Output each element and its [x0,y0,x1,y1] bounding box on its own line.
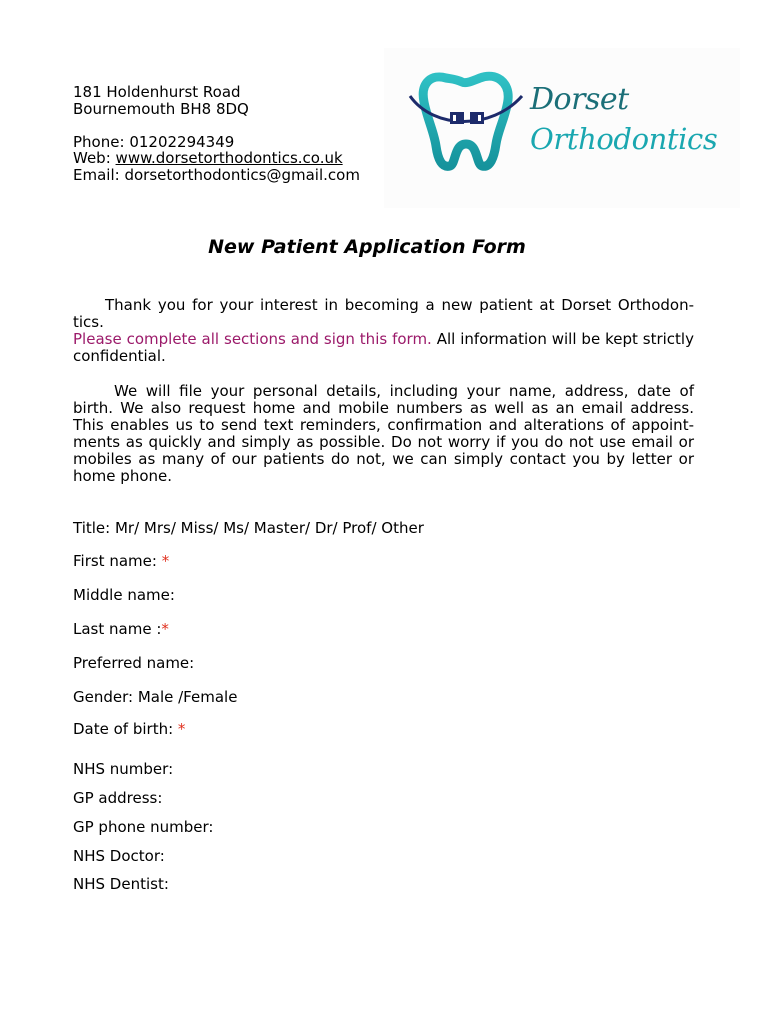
title-label: Title: Mr/ Mrs/ Miss/ Ms/ Master/ Dr/ Prof/ Other [73,519,424,537]
phone-value: 01202294349 [129,132,235,151]
details-text: We will file your personal details, including your name, address, date of birth. We also request home and mobile numbers as well as an email address. This enables us to send text reminders, confirmation and alterations of appoint-ments as quickly and simply as possible. Do not worry if you do not use email or mobiles as many of our patients do not, we can simply contact you by letter or home phone. [73,382,694,485]
intro-text: Thank you for your interest in becoming a new patient at Dorset Orthodon-tics. [73,296,694,331]
address-line-2: Bournemouth BH8 8DQ [73,99,249,118]
required-asterisk: * [161,620,169,638]
date-of-birth-field [73,720,185,738]
email-value: dorsetorthodontics@gmail.com [124,165,360,184]
required-asterisk: * [177,720,186,738]
nhs-dentist-field [73,875,169,893]
phone-label: Phone: [73,132,125,151]
page-title: New Patient Application Form [208,236,526,258]
practice-logo [384,48,740,208]
last-name-field [73,620,169,638]
web-label: Web: [73,149,111,168]
preferred-name-label: Preferred name: [73,654,195,672]
gp-address-field [73,789,162,807]
title-field [73,519,424,537]
address-line-1: 181 Holdenhurst Road [73,83,241,101]
logo-text-orthodontics: Orthodontics [530,122,718,156]
intro-paragraph [73,297,694,365]
logo-text-dorset: Dorset [530,82,629,117]
gp-phone-label: GP phone number: [73,818,214,836]
middle-name-label: Middle name: [73,586,175,604]
last-name-label: Last name : [73,620,162,638]
gp-address-label: GP address: [73,789,163,807]
first-name-label: First name: [73,552,162,570]
date-of-birth-label: Date of birth: [73,720,178,738]
gp-phone-field [73,818,213,836]
gender-field [73,688,237,706]
nhs-doctor-field [73,847,165,865]
email-label: Email: [73,165,120,184]
gender-label: Gender: Male /Female [73,688,238,706]
nhs-dentist-label: NHS Dentist: [73,875,169,893]
required-asterisk: * [161,552,170,570]
nhs-doctor-label: NHS Doctor: [73,847,165,865]
nhs-number-field [73,760,173,778]
middle-name-field [73,586,175,604]
first-name-field [73,552,169,570]
instruction-highlight: Please complete all sections and sign this form. [73,330,432,348]
email-line [73,167,360,184]
nhs-number-label: NHS number: [73,760,174,778]
preferred-name-field [73,654,194,672]
web-line [73,150,360,167]
details-paragraph [73,383,694,485]
confidential-text: All information will be kept strictly confidential. [73,330,694,365]
website-link[interactable]: www.dorsetorthodontics.co.uk [115,149,343,168]
phone-line [73,134,360,151]
contact-block [73,84,360,184]
